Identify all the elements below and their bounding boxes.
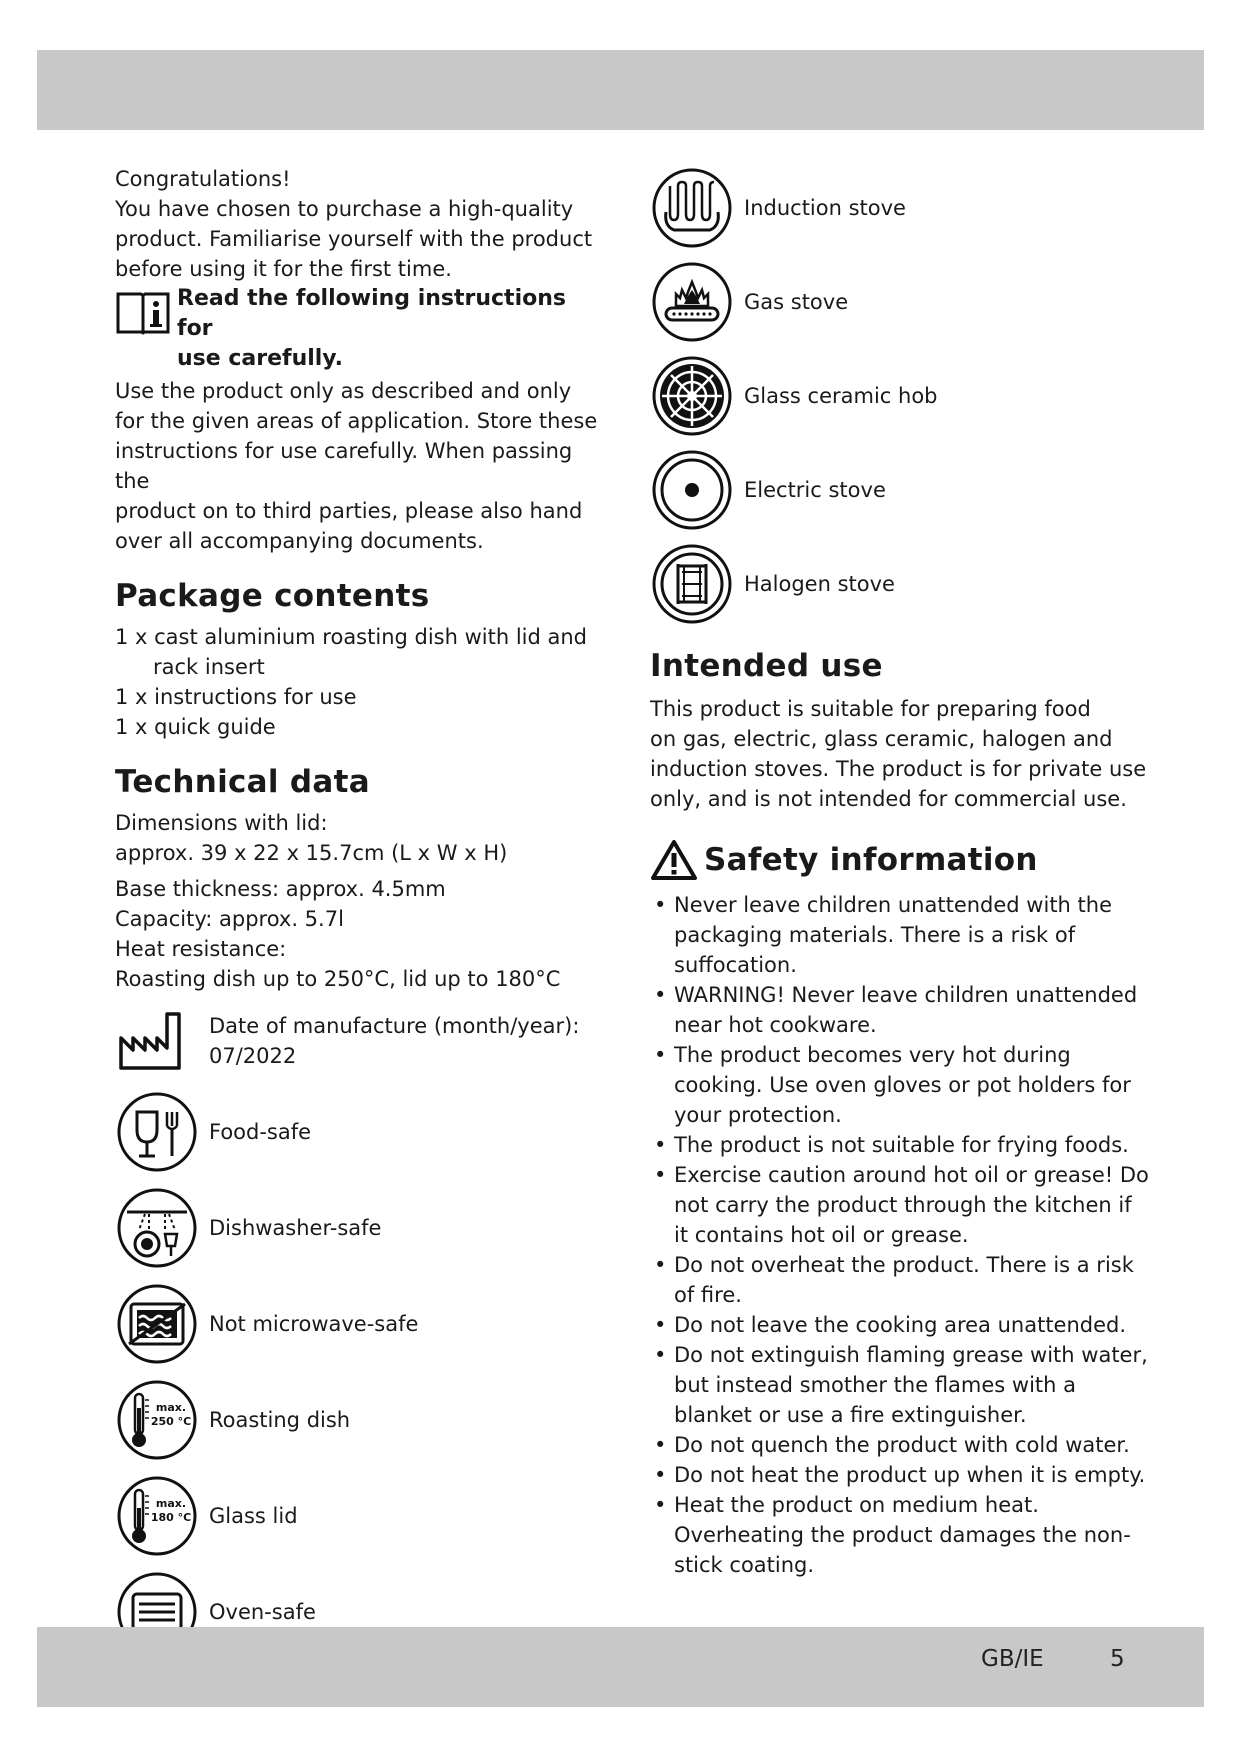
symbol-roasting-dish <box>115 1378 605 1462</box>
read-instructions-line: Read the following instructions for <box>177 286 566 341</box>
safety-item: • Do not heat the product up when it is empty. <box>650 1460 1150 1490</box>
stove-gas <box>650 260 1150 344</box>
tech-line: Base thickness: approx. 4.5mm <box>115 877 446 901</box>
safety-item: • Exercise caution around hot oil or grease! Do not carry the product through the kitchen if it contains hot oil or grease. <box>650 1160 1150 1250</box>
manufacture-label: Date of manufacture (month/year): <box>209 1014 580 1038</box>
symbol-dishwasher-safe <box>115 1186 605 1270</box>
food-safe-label: Food-safe <box>209 1120 312 1144</box>
glass-ceramic-hob-label: Glass ceramic hob <box>744 384 938 408</box>
safety-list <box>650 890 1150 1580</box>
right-column <box>650 166 1150 1580</box>
intro-line: product. Familiarise yourself with the product <box>115 227 593 251</box>
read-manual-icon <box>115 286 171 336</box>
intended-use-line: only, and is not intended for commercial use. <box>650 787 1127 811</box>
halogen-stove-icon <box>650 542 734 626</box>
intended-use-line: on gas, electric, glass ceramic, halogen and <box>650 727 1113 751</box>
safety-item: • WARNING! Never leave children unattended near hot cookware. <box>650 980 1150 1040</box>
usage-line: instructions for use carefully. When passing the <box>115 439 573 493</box>
page-number: 5 <box>1110 1646 1125 1672</box>
roasting-dish-label: Roasting dish <box>209 1408 351 1432</box>
safety-item: • Do not overheat the product. There is a risk of fire. <box>650 1250 1150 1310</box>
glass-lid-temp-max: max. <box>155 1497 187 1510</box>
electric-stove-icon <box>650 448 734 532</box>
food-safe-icon <box>115 1090 199 1174</box>
intro-line: before using it for the first time. <box>115 257 452 281</box>
safety-item: • Do not extinguish flaming grease with water, but instead smother the flames with a blanket or use a fire extinguisher. <box>650 1340 1150 1430</box>
congratulations-text: Congratulations! <box>115 167 291 191</box>
roasting-temp-max: max. <box>155 1401 187 1414</box>
intended-use-line: induction stoves. The product is for private use <box>650 757 1147 781</box>
symbol-food-safe <box>115 1090 605 1174</box>
induction-stove-icon <box>650 166 734 250</box>
read-instructions-notice <box>115 284 605 374</box>
glass-lid-temp-value: 180 °C <box>150 1511 192 1524</box>
intended-use-heading: Intended use <box>650 648 883 684</box>
manufacture-date: 07/2022 <box>209 1044 297 1068</box>
gas-stove-label: Gas stove <box>744 290 849 314</box>
factory-icon <box>115 1006 199 1076</box>
tech-line: Heat resistance: <box>115 937 287 961</box>
safety-item: • Do not leave the cooking area unattended. <box>650 1310 1150 1340</box>
safety-item: • The product becomes very hot during cooking. Use oven gloves or pot holders for your protection. <box>650 1040 1150 1130</box>
not-microwave-icon <box>115 1282 199 1366</box>
usage-line: Use the product only as described and only <box>115 379 572 403</box>
package-item: 1 x quick guide <box>115 715 276 739</box>
warning-triangle-icon <box>650 838 698 882</box>
safety-item: • Never leave children unattended with the packaging materials. There is a risk of suffocation. <box>650 890 1150 980</box>
tech-line: Dimensions with lid: <box>115 811 328 835</box>
usage-line: over all accompanying documents. <box>115 529 484 553</box>
not-microwave-safe-label: Not microwave-safe <box>209 1312 419 1336</box>
halogen-stove-label: Halogen stove <box>744 572 895 596</box>
induction-stove-label: Induction stove <box>744 196 906 220</box>
gas-stove-icon <box>650 260 734 344</box>
package-contents-heading: Package contents <box>115 578 430 614</box>
safety-heading-row <box>650 838 1150 882</box>
usage-line: for the given areas of application. Store these <box>115 409 598 433</box>
tech-line: Capacity: approx. 5.7l <box>115 907 344 931</box>
safety-information-heading: Safety information <box>704 842 1038 878</box>
intended-use-line: This product is suitable for preparing food <box>650 697 1091 721</box>
glass-ceramic-hob-icon <box>650 354 734 438</box>
electric-stove-label: Electric stove <box>744 478 886 502</box>
safety-item: • The product is not suitable for frying foods. <box>650 1130 1150 1160</box>
thermometer-250-icon <box>115 1378 199 1462</box>
technical-data-heading: Technical data <box>115 764 370 800</box>
stove-induction <box>650 166 1150 250</box>
tech-line: Roasting dish up to 250°C, lid up to 180°C <box>115 967 561 991</box>
safety-item: • Do not quench the product with cold water. <box>650 1430 1150 1460</box>
stove-halogen <box>650 542 1150 626</box>
stove-glass-ceramic <box>650 354 1150 438</box>
stove-electric <box>650 448 1150 532</box>
roasting-temp-value: 250 °C <box>150 1415 192 1428</box>
header-bar <box>37 50 1204 130</box>
left-column <box>115 164 605 1654</box>
package-item: 1 x instructions for use <box>115 685 357 709</box>
glass-lid-label: Glass lid <box>209 1504 298 1528</box>
safety-item: • Heat the product on medium heat. Overheating the product damages the non-stick coating. <box>650 1490 1150 1580</box>
thermometer-180-icon <box>115 1474 199 1558</box>
symbol-not-microwave-safe <box>115 1282 605 1366</box>
dishwasher-icon <box>115 1186 199 1270</box>
tech-line: approx. 39 x 22 x 15.7cm (L x W x H) <box>115 841 508 865</box>
usage-line: product on to third parties, please also hand <box>115 499 583 523</box>
intro-section <box>115 164 605 556</box>
read-instructions-line: use carefully. <box>177 346 343 371</box>
package-item: 1 x cast aluminium roasting dish with lid and <box>115 625 588 649</box>
symbol-glass-lid <box>115 1474 605 1558</box>
oven-safe-label: Oven-safe <box>209 1600 316 1624</box>
footer-region-label: GB/IE <box>981 1646 1044 1672</box>
symbol-manufacture-date <box>115 1006 605 1076</box>
intro-line: You have chosen to purchase a high-quality <box>115 197 574 221</box>
package-item-continued: rack insert <box>153 655 265 679</box>
dishwasher-safe-label: Dishwasher-safe <box>209 1216 382 1240</box>
